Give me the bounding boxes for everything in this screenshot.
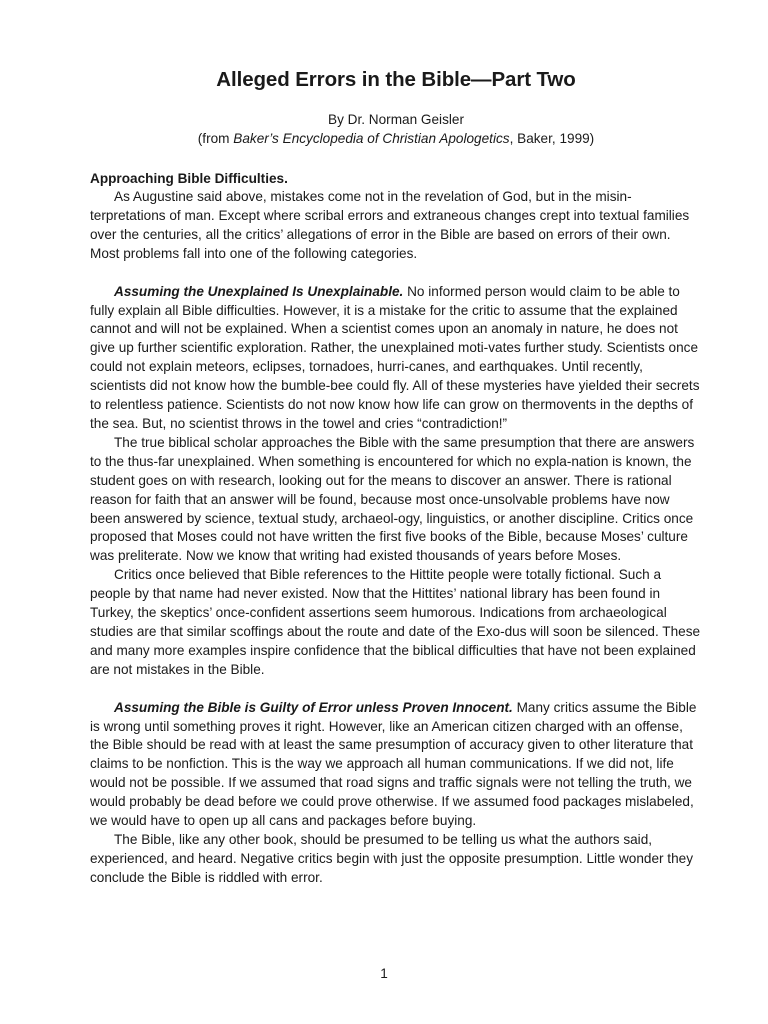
lead-heading-guilty: Assuming the Bible is Guilty of Error unless Proven Innocent. (114, 699, 513, 715)
paragraph-intro: As Augustine said above, mistakes come not in the revelation of God, but in the misin-terpretations of man. Except where scribal errors and extraneous changes crept into textual families over the centuries, all the critics’ allegations of error in the Bible are based on errors of their own. Most problems fall into one of the following categories. (90, 189, 690, 261)
page-number: 1 (380, 966, 388, 981)
paragraph-guilty (90, 699, 702, 831)
source-suffix: , Baker, 1999) (509, 131, 595, 146)
document-title: Alleged Errors in the Bible—Part Two (216, 68, 576, 91)
author-byline: By Dr. Norman Geisler (328, 112, 464, 127)
document-page (90, 66, 702, 888)
lead-heading-unexplained: Assuming the Unexplained Is Unexplainable. (114, 283, 404, 299)
paragraph-biblical-scholar: The true biblical scholar approaches the Bible with the same presumption that there are answers to the thus-far unexplained. When something is encountered for which no expla-nation is known, the student goes on with research, looking out for the means to discover an answer. There is rational reason for faith that an answer will be found, because most once-unsolvable problems have now been answered by science, textual study, archaeol-ogy, linguistics, or another discipline. Critics once proposed that Moses could not have written the first five books of the Bible, because Moses’ culture was preliterate. Now we know that writing had existed thousands of years before Moses. (90, 434, 695, 564)
section-heading: Approaching Bible Difficulties. (90, 171, 288, 186)
paragraph-unexplained (90, 283, 702, 434)
source-title: Baker’s Encyclopedia of Christian Apologetics (233, 131, 510, 146)
source-prefix: (from (197, 131, 234, 146)
source-citation (90, 129, 702, 148)
paragraph-guilty-body: Many critics assume the Bible is wrong until something proves it right. However, like an American citizen charged with an offense, the Bible should be read with at least the same presumption of accuracy given to other literature that claims to be nonfiction. This is the way we approach all human communications. If we did not, life would not be possible. If we assumed that road signs and traffic signals were not telling the truth, we would probably be dead before we could prove otherwise. If we assumed food packages mislabeled, we would have to open up all cans and packages before buying. (90, 699, 697, 829)
paragraph-hittites: Critics once believed that Bible references to the Hittite people were totally fictional. Such a people by that name had never existed. Now that the Hittites’ national library has been found in Turkey, the skeptics’ once-confident assertions seem humorous. Indications from archaeological studies are that similar scoffings about the route and date of the Exo-dus will soon be silenced. These and many more examples inspire confidence that the biblical difficulties that have not been explained are not mistakes in the Bible. (90, 567, 701, 677)
paragraph-conclusion: The Bible, like any other book, should be presumed to be telling us what the authors said, experienced, and heard. Negative critics begin with just the opposite presumption. Little wonder they conclude the Bible is riddled with error. (90, 832, 694, 885)
paragraph-unexplained-body: No informed person would claim to be able to fully explain all Bible difficulties. However, it is a mistake for the critic to assume that the explained cannot and will not be explained. When a scientist comes upon an anomaly in nature, he does not give up further scientific exploration. Rather, the unexplained moti-vates further study. Scientists once could not explain meteors, eclipses, tornadoes, hurri-canes, and earthquakes. Until recently, scientists did not know how the bumble-bee could fly. All of these mysteries have yielded their secrets to relentless patience. Scientists do not now know how life can grow on thermovents in the depths of the sea. But, no scientist throws in the towel and cries “contradiction!” (90, 283, 700, 431)
